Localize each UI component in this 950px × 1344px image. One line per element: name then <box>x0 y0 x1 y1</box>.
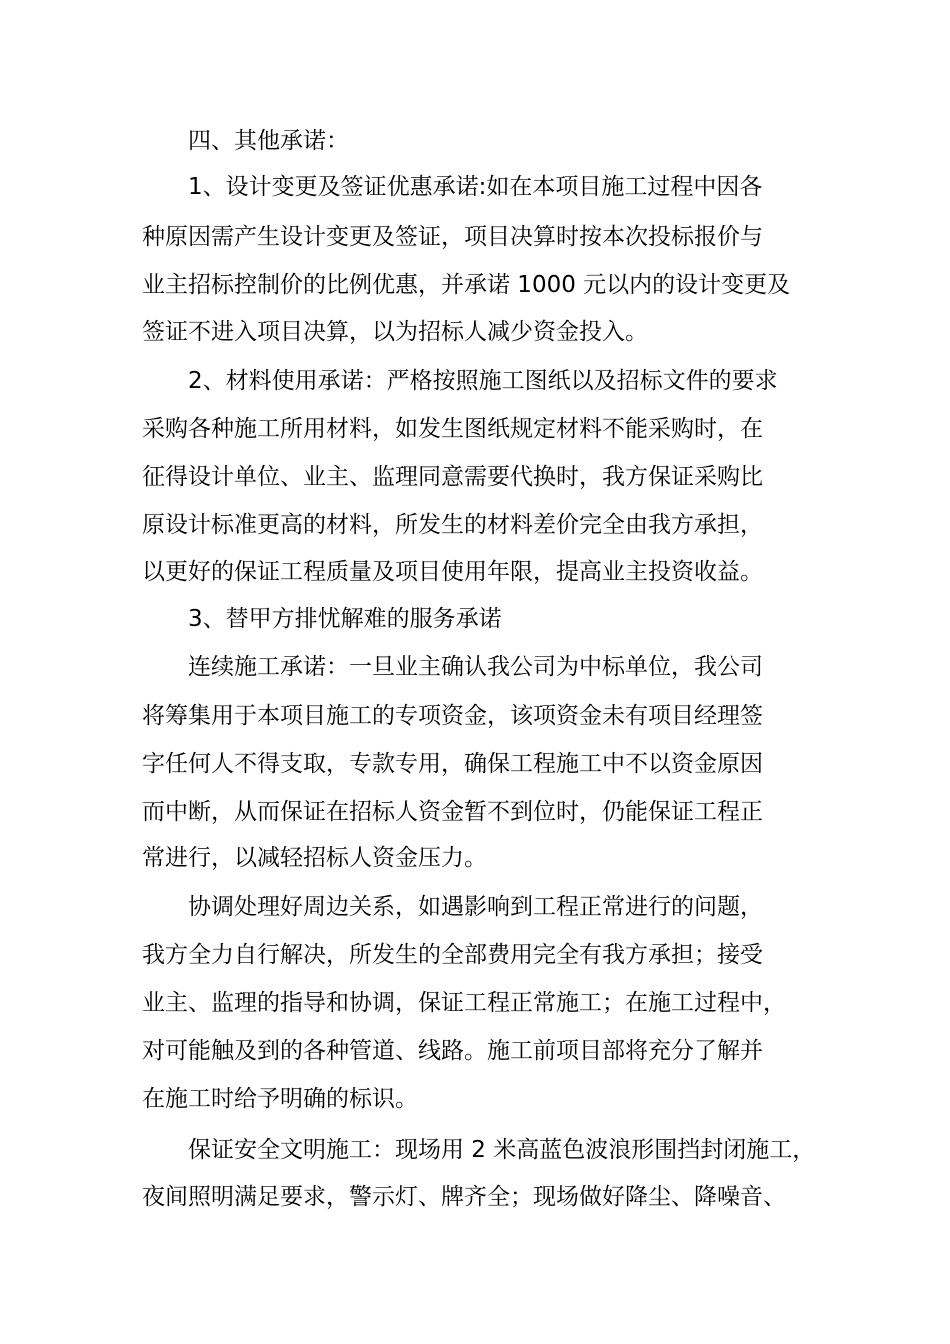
paragraph-line: 种原因需产生设计变更及签证，项目决算时按本次投标报价与 <box>142 224 763 250</box>
paragraph-line: 1、设计变更及签证优惠承诺:如在本项目施工过程中因各 <box>188 174 763 200</box>
paragraph-line: 以更好的保证工程质量及项目使用年限，提高业主投资收益。 <box>142 559 763 585</box>
paragraph-line: 在施工时给予明确的标识。 <box>142 1086 418 1112</box>
paragraph-line: 采购各种施工所用材料，如发生图纸规定材料不能采购时，在 <box>142 416 763 442</box>
paragraph-line: 签证不进入项目决算，以为招标人减少资金投入。 <box>142 319 648 345</box>
paragraph-line: 字任何人不得支取，专款专用，确保工程施工中不以资金原因 <box>142 751 763 777</box>
paragraph-line: 我方全力自行解决，所发生的全部费用完全有我方承担；接受 <box>142 942 763 968</box>
paragraph-line: 2、材料使用承诺：严格按照施工图纸以及招标文件的要求 <box>188 368 778 394</box>
paragraph-line: 原设计标准更高的材料，所发生的材料差价完全由我方承担， <box>142 512 763 538</box>
paragraph-line: 业主、监理的指导和协调，保证工程正常施工；在施工过程中， <box>142 990 786 1016</box>
paragraph-line: 而中断，从而保证在招标人资金暂不到位时，仍能保证工程正 <box>142 799 763 825</box>
paragraph-line: 将筹集用于本项目施工的专项资金，该项资金未有项目经理签 <box>142 703 763 729</box>
paragraph-line: 业主招标控制价的比例优惠，并承诺 1000 元以内的设计变更及 <box>142 272 791 298</box>
paragraph-line: 协调处理好周边关系，如遇影响到工程正常进行的问题， <box>188 894 763 920</box>
paragraph-line: 3、替甲方排忧解难的服务承诺 <box>188 606 502 632</box>
section-heading: 四、其他承诺： <box>188 128 349 154</box>
paragraph-line: 对可能触及到的各种管道、线路。施工前项目部将充分了解并 <box>142 1038 763 1064</box>
paragraph-line: 夜间照明满足要求，警示灯、牌齐全；现场做好降尘、降噪音、 <box>142 1184 786 1210</box>
paragraph-line: 常进行，以减轻招标人资金压力。 <box>142 845 487 871</box>
paragraph-line: 连续施工承诺：一旦业主确认我公司为中标单位，我公司 <box>188 654 763 680</box>
paragraph-line: 保证安全文明施工：现场用 2 米高蓝色波浪形围挡封闭施工， <box>188 1137 816 1163</box>
paragraph-line: 征得设计单位、业主、监理同意需要代换时，我方保证采购比 <box>142 464 763 490</box>
